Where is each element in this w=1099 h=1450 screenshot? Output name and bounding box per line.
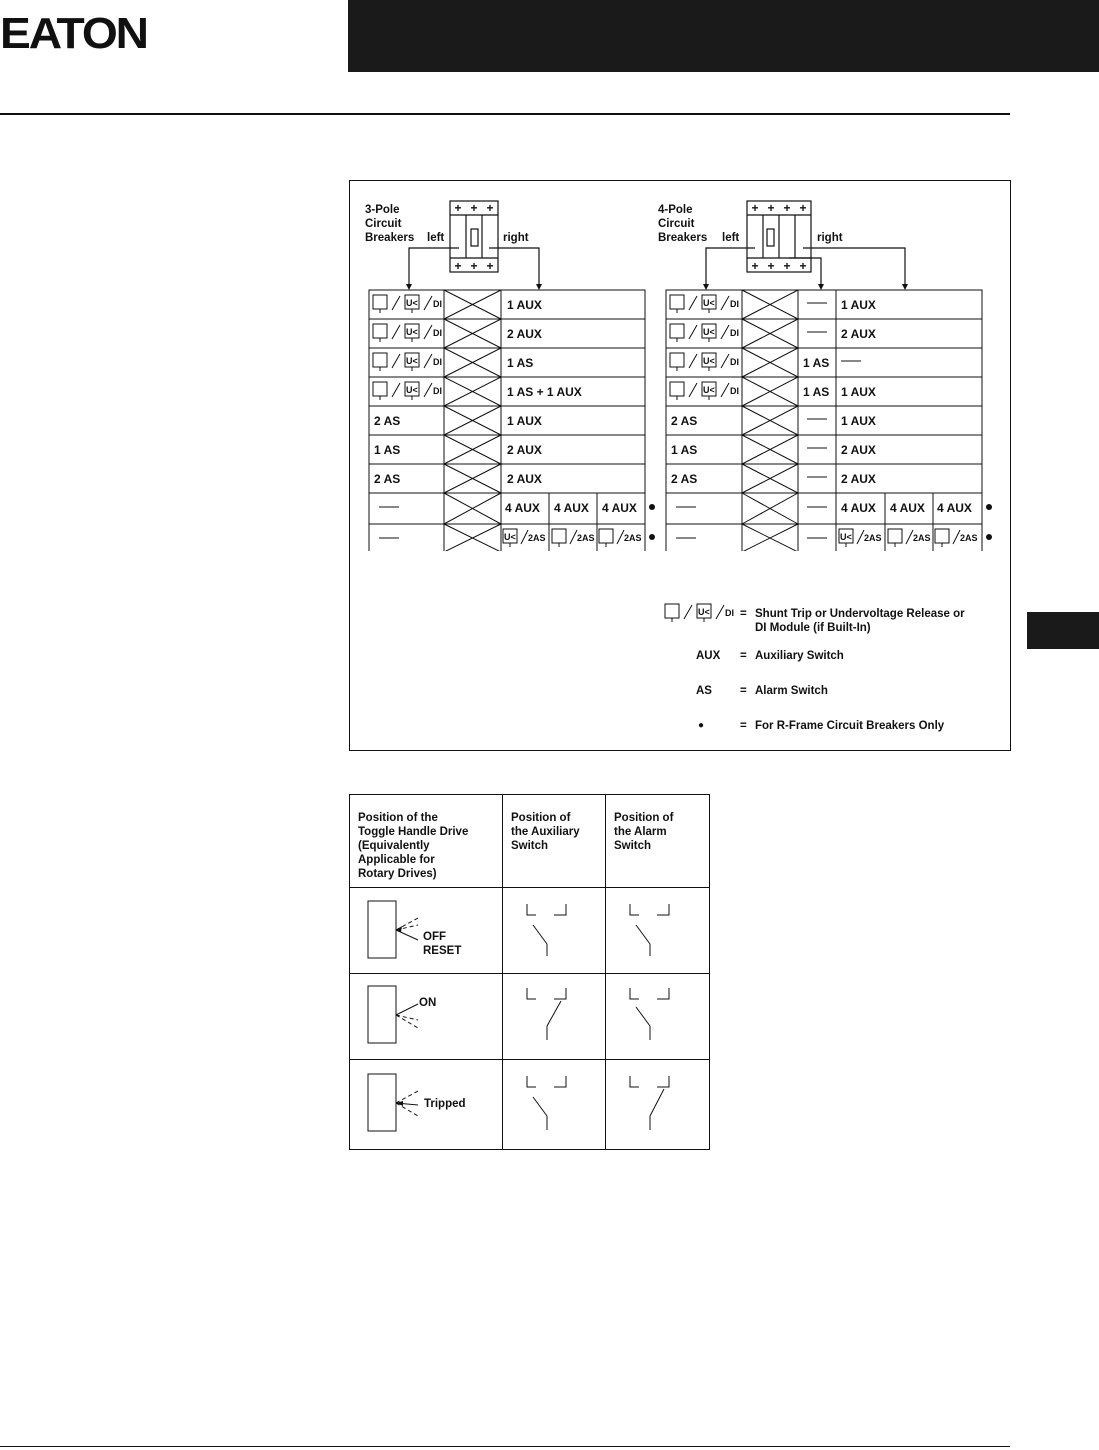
alarm-switch-open-icon — [606, 888, 693, 970]
three-pole-right-label: right — [503, 232, 529, 244]
handle-on-cell — [350, 974, 503, 1060]
alarm-off-cell — [606, 888, 710, 974]
as-label: 2AS — [960, 533, 978, 543]
eaton-logo: EATON — [0, 9, 147, 58]
label-reset: RESET — [423, 945, 462, 957]
legend-eq-2: = — [740, 650, 747, 662]
legend-as-text: Alarm Switch — [755, 685, 828, 697]
aux-off-cell — [503, 888, 606, 974]
r-frame-marker — [986, 504, 992, 510]
di-label: DI — [730, 299, 739, 309]
aux-split-label: 4 AUX — [841, 501, 876, 515]
release-symbol-icon — [373, 295, 432, 313]
aux-tripped-cell — [503, 1060, 606, 1150]
section-tab — [1027, 612, 1099, 649]
alarm-tripped-cell — [606, 1060, 710, 1150]
legend-dot-key: ● — [698, 720, 705, 731]
di-label: DI — [433, 299, 442, 309]
row-right-label: 2 AUX — [841, 472, 876, 486]
header-handle-position: Position of the Toggle Handle Drive (Equivalently Applicable for Rotary Drives) — [350, 795, 503, 888]
four-pole-title: 4-Pole Circuit Breakers — [658, 204, 708, 244]
label-tripped: Tripped — [424, 1098, 466, 1110]
shunt-icon — [599, 529, 624, 547]
release-symbol-icon — [664, 603, 744, 623]
aux-switch-open-icon — [503, 888, 589, 970]
di-label: DI — [433, 386, 442, 396]
row-right-label: 2 AUX — [507, 443, 542, 457]
aux-on-cell — [503, 974, 606, 1060]
alarm-switch-open-icon — [606, 974, 693, 1056]
svg-text:+: + — [783, 259, 791, 273]
row-left-label: 1 AS — [671, 443, 698, 457]
legend-eq-3: = — [740, 685, 747, 697]
four-pole-left-label: left — [722, 232, 740, 244]
row-right-label: 1 AUX — [507, 298, 542, 312]
u-label: U< — [703, 385, 715, 395]
row-right-label: 1 AS + 1 AUX — [507, 385, 582, 399]
row-right-label: 2 AUX — [507, 472, 542, 486]
aux-split-label: 4 AUX — [937, 501, 972, 515]
u-label: U< — [406, 298, 418, 308]
aux-split-label: 4 AUX — [890, 501, 925, 515]
handle-off-icon — [350, 888, 486, 970]
three-pole-table — [368, 289, 646, 551]
shunt-icon — [888, 529, 913, 547]
u-label: U< — [406, 356, 418, 366]
svg-text:+: + — [470, 201, 478, 215]
svg-text:DI: DI — [725, 608, 734, 618]
as-label: 2AS — [624, 533, 642, 543]
release-symbol-icon — [670, 324, 729, 342]
u-label: U< — [703, 327, 715, 337]
row-left-label: 2 AS — [374, 414, 401, 428]
row-left-label: 2 AS — [374, 472, 401, 486]
as-label: 2AS — [913, 533, 931, 543]
di-label: DI — [730, 386, 739, 396]
legend-aux-text: Auxiliary Switch — [755, 650, 844, 662]
r-frame-marker — [986, 534, 992, 540]
as-label: 2AS — [528, 533, 546, 543]
di-label: DI — [433, 328, 442, 338]
svg-text:+: + — [767, 259, 775, 273]
u-label: U< — [406, 327, 418, 337]
release-symbol-icon — [373, 324, 432, 342]
shunt-icon — [935, 529, 960, 547]
three-pole-left-label: left — [427, 232, 445, 244]
header-bar — [348, 0, 1099, 72]
svg-text:+: + — [470, 259, 478, 273]
release-symbol-icon — [670, 295, 729, 313]
di-label: DI — [730, 328, 739, 338]
release-symbol-icon — [373, 382, 432, 400]
label-on: ON — [419, 997, 437, 1009]
r-frame-marker — [649, 504, 655, 510]
legend-aux-key: AUX — [696, 650, 721, 662]
as-label: 2AS — [864, 533, 882, 543]
svg-text:+: + — [454, 259, 462, 273]
aux-split-label: 4 AUX — [602, 501, 637, 515]
svg-text:U<: U< — [698, 607, 710, 617]
row-right-label: 1 AUX — [507, 414, 542, 428]
alarm-on-cell — [606, 974, 710, 1060]
r-frame-marker — [649, 534, 655, 540]
three-pole-title: 3-Pole Circuit Breakers — [365, 204, 415, 244]
aux-split-label: 4 AUX — [505, 501, 540, 515]
di-label: DI — [730, 357, 739, 367]
row-right-label: 2 AUX — [841, 443, 876, 457]
u-label: U< — [703, 356, 715, 366]
release-symbol-icon — [373, 353, 432, 371]
u-label: U< — [703, 298, 715, 308]
release-symbol-icon — [670, 353, 729, 371]
header-rule — [0, 113, 1010, 115]
four-pole-right-label: right — [817, 232, 843, 244]
footer-rule — [0, 1446, 1010, 1447]
handle-tripped-cell — [350, 1060, 503, 1150]
four-pole-table — [665, 289, 983, 551]
svg-text:+: + — [454, 201, 462, 215]
svg-text:+: + — [799, 259, 807, 273]
aux-switch-closed-icon — [503, 974, 589, 1056]
row-right-label: 1 AUX — [841, 414, 876, 428]
row-right-label: 1 AUX — [841, 385, 876, 399]
svg-text:+: + — [486, 201, 494, 215]
legend-as-key: AS — [696, 685, 712, 697]
header-aux-position: Position of the Auxiliary Switch — [503, 795, 606, 888]
header-alarm-position: Position of the Alarm Switch — [606, 795, 710, 888]
as-label: 2AS — [577, 533, 595, 543]
row-left-label: 2 AS — [671, 414, 698, 428]
svg-text:+: + — [767, 201, 775, 215]
row-right-label: 2 AUX — [507, 327, 542, 341]
handle-off-cell — [350, 888, 503, 974]
label-off: OFF — [423, 931, 446, 943]
svg-text:+: + — [486, 259, 494, 273]
row-left-label: 2 AS — [671, 472, 698, 486]
aux-split-label: 4 AUX — [554, 501, 589, 515]
svg-text:+: + — [751, 201, 759, 215]
handle-on-icon — [350, 974, 486, 1056]
row-left-label: 1 AS — [374, 443, 401, 457]
svg-text:+: + — [783, 201, 791, 215]
switch-position-table — [349, 794, 710, 1150]
row-right-label: 2 AUX — [841, 327, 876, 341]
svg-text:+: + — [751, 259, 759, 273]
u-label: U< — [840, 532, 852, 542]
shunt-icon — [552, 529, 577, 547]
legend-release-text: Shunt Trip or Undervoltage Release or DI Module (if Built-In) — [755, 608, 965, 634]
aux-switch-open-icon — [503, 1060, 589, 1146]
svg-text:+: + — [799, 201, 807, 215]
handle-tripped-icon — [350, 1060, 486, 1146]
u-label: U< — [504, 532, 516, 542]
legend-eq-1: = — [740, 608, 747, 620]
u-label: U< — [406, 385, 418, 395]
row-mid-label: 1 AS — [803, 385, 830, 399]
di-label: DI — [433, 357, 442, 367]
alarm-switch-closed-icon — [606, 1060, 693, 1146]
legend-eq-4: = — [740, 720, 747, 732]
release-symbol-icon — [670, 382, 729, 400]
row-right-label: 1 AUX — [841, 298, 876, 312]
row-right-label: 1 AS — [507, 356, 534, 370]
row-mid-label: 1 AS — [803, 356, 830, 370]
legend-dot-text: For R-Frame Circuit Breakers Only — [755, 720, 945, 732]
